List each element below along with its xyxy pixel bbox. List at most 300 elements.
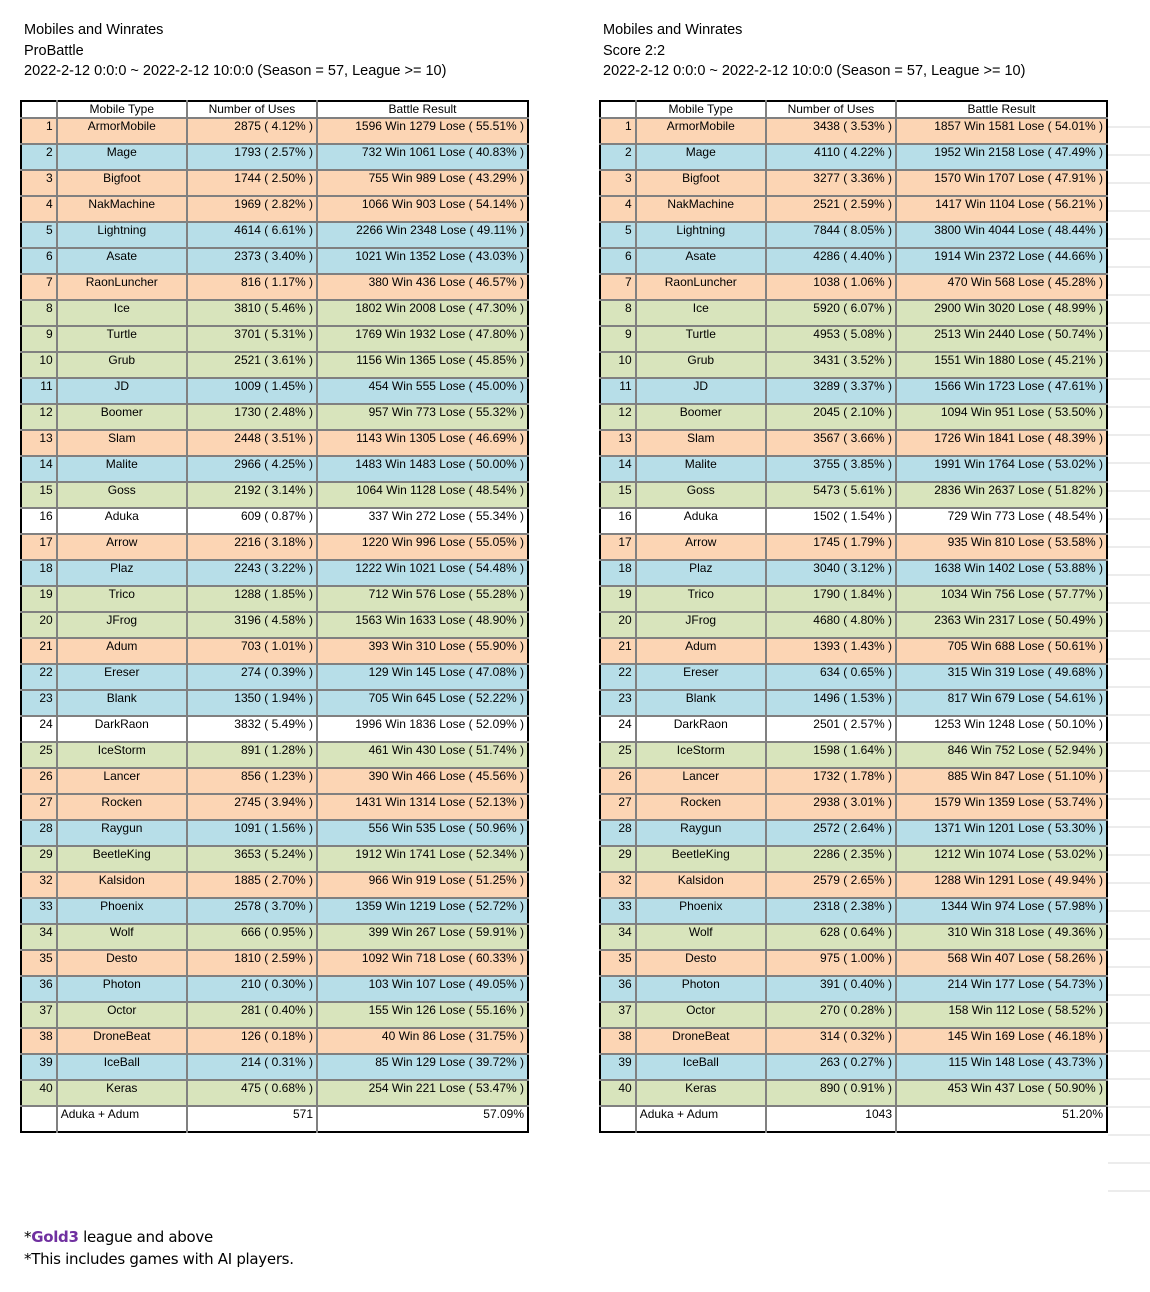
- number-of-uses-cell: 1969 ( 2.82% ): [187, 196, 317, 222]
- battle-result-cell: 2836 Win 2637 Lose ( 51.82% ): [896, 482, 1107, 508]
- mobile-type-cell: Trico: [57, 586, 187, 612]
- mobile-type-cell: DarkRaon: [636, 716, 766, 742]
- battle-result-cell: 103 Win 107 Lose ( 49.05% ): [317, 976, 528, 1002]
- number-of-uses-cell: 1745 ( 1.79% ): [766, 534, 896, 560]
- mobile-type-cell: Arrow: [57, 534, 187, 560]
- battle-result-cell: 461 Win 430 Lose ( 51.74% ): [317, 742, 528, 768]
- number-of-uses-cell: 2373 ( 3.40% ): [187, 248, 317, 274]
- battle-result-cell: 568 Win 407 Lose ( 58.26% ): [896, 950, 1107, 976]
- battle-result-cell: 1726 Win 1841 Lose ( 48.39% ): [896, 430, 1107, 456]
- battle-result-cell: 556 Win 535 Lose ( 50.96% ): [317, 820, 528, 846]
- row-number-cell: 28: [21, 820, 57, 846]
- table-row: [21, 196, 528, 222]
- number-of-uses-cell: 314 ( 0.32% ): [766, 1028, 896, 1054]
- battle-result-cell: 1371 Win 1201 Lose ( 53.30% ): [896, 820, 1107, 846]
- row-number-cell: 21: [21, 638, 57, 664]
- row-number-cell: 35: [21, 950, 57, 976]
- battle-result-cell: 1551 Win 1880 Lose ( 45.21% ): [896, 352, 1107, 378]
- mobile-type-cell: ArmorMobile: [57, 118, 187, 144]
- mobile-type-cell: Boomer: [636, 404, 766, 430]
- table-row: [600, 690, 1107, 716]
- row-number-cell: 24: [21, 716, 57, 742]
- table-row: [600, 196, 1107, 222]
- number-of-uses-cell: 3701 ( 5.31% ): [187, 326, 317, 352]
- battle-result-cell: 214 Win 177 Lose ( 54.73% ): [896, 976, 1107, 1002]
- table-row: [600, 430, 1107, 456]
- number-of-uses-cell: 3567 ( 3.66% ): [766, 430, 896, 456]
- battle-result-cell: 40 Win 86 Lose ( 31.75% ): [317, 1028, 528, 1054]
- table-row: [600, 482, 1107, 508]
- mobile-type-cell: Desto: [636, 950, 766, 976]
- row-number-cell: 12: [600, 404, 636, 430]
- battle-result-cell: 1431 Win 1314 Lose ( 52.13% ): [317, 794, 528, 820]
- battle-result-cell: 129 Win 145 Lose ( 47.08% ): [317, 664, 528, 690]
- spreadsheet-gridlines: [1108, 100, 1150, 1212]
- number-of-uses-cell: 609 ( 0.87% ): [187, 508, 317, 534]
- mobile-type-cell: Rocken: [57, 794, 187, 820]
- score-2-2-winrate-table: [599, 100, 1108, 1133]
- number-of-uses-cell: 2216 ( 3.18% ): [187, 534, 317, 560]
- mobile-type-cell: IceStorm: [636, 742, 766, 768]
- mobile-type-cell: Turtle: [636, 326, 766, 352]
- row-number-cell: 6: [21, 248, 57, 274]
- battle-result-cell: 1996 Win 1836 Lose ( 52.09% ): [317, 716, 528, 742]
- mobile-type-cell: Lancer: [57, 768, 187, 794]
- mobile-type-cell: Aduka + Adum: [636, 1106, 766, 1132]
- battle-result-cell: 1769 Win 1932 Lose ( 47.80% ): [317, 326, 528, 352]
- table-row: [600, 898, 1107, 924]
- table-row: [21, 560, 528, 586]
- mobile-type-cell: Mage: [636, 144, 766, 170]
- league-note-text: league and above: [78, 1228, 213, 1246]
- number-of-uses-cell: 2521 ( 3.61% ): [187, 352, 317, 378]
- table-row: [21, 1054, 528, 1080]
- row-number-cell: 36: [600, 976, 636, 1002]
- mobile-type-cell: DroneBeat: [57, 1028, 187, 1054]
- number-of-uses-cell: 270 ( 0.28% ): [766, 1002, 896, 1028]
- mode-label: Score 2:2: [603, 42, 666, 59]
- mobile-type-cell: Aduka: [57, 508, 187, 534]
- number-of-uses-cell: 4286 ( 4.40% ): [766, 248, 896, 274]
- number-of-uses-cell: 2318 ( 2.38% ): [766, 898, 896, 924]
- mobile-type-cell: Malite: [636, 456, 766, 482]
- gold3-label: Gold3: [31, 1228, 79, 1246]
- table-row: [21, 846, 528, 872]
- row-number-cell: [21, 1106, 57, 1132]
- number-of-uses-cell: 1730 ( 2.48% ): [187, 404, 317, 430]
- battle-result-cell: 1857 Win 1581 Lose ( 54.01% ): [896, 118, 1107, 144]
- table-row: [21, 872, 528, 898]
- mobile-type-cell: Boomer: [57, 404, 187, 430]
- mobile-type-cell: Arrow: [636, 534, 766, 560]
- row-number-cell: 20: [600, 612, 636, 638]
- number-of-uses-cell: 3196 ( 4.58% ): [187, 612, 317, 638]
- ai-note: *This includes games with AI players.: [24, 1250, 294, 1268]
- table-row: [600, 456, 1107, 482]
- row-number-cell: 39: [21, 1054, 57, 1080]
- table-row: [600, 872, 1107, 898]
- row-number-cell: 25: [21, 742, 57, 768]
- mode-label: ProBattle: [24, 42, 84, 59]
- number-of-uses-cell: Number of Uses: [766, 101, 896, 118]
- number-of-uses-cell: 2578 ( 3.70% ): [187, 898, 317, 924]
- table-row: [600, 144, 1107, 170]
- row-number-cell: 14: [21, 456, 57, 482]
- row-number-cell: 40: [600, 1080, 636, 1106]
- row-number-cell: 16: [21, 508, 57, 534]
- battle-result-cell: 453 Win 437 Lose ( 50.90% ): [896, 1080, 1107, 1106]
- number-of-uses-cell: 2521 ( 2.59% ): [766, 196, 896, 222]
- number-of-uses-cell: 7844 ( 8.05% ): [766, 222, 896, 248]
- row-number-cell: 5: [600, 222, 636, 248]
- number-of-uses-cell: 3653 ( 5.24% ): [187, 846, 317, 872]
- table-row: [21, 378, 528, 404]
- mobile-type-cell: Slam: [636, 430, 766, 456]
- summary-row: [21, 1106, 528, 1132]
- battle-result-cell: 393 Win 310 Lose ( 55.90% ): [317, 638, 528, 664]
- mobile-type-cell: Bigfoot: [57, 170, 187, 196]
- table-row: [21, 456, 528, 482]
- number-of-uses-cell: 1790 ( 1.84% ): [766, 586, 896, 612]
- battle-result-cell: 1359 Win 1219 Lose ( 52.72% ): [317, 898, 528, 924]
- battle-result-cell: 1912 Win 1741 Lose ( 52.34% ): [317, 846, 528, 872]
- row-number-cell: 9: [600, 326, 636, 352]
- number-of-uses-cell: 1288 ( 1.85% ): [187, 586, 317, 612]
- number-of-uses-cell: 1598 ( 1.64% ): [766, 742, 896, 768]
- mobile-type-cell: Mobile Type: [636, 101, 766, 118]
- number-of-uses-cell: 3431 ( 3.52% ): [766, 352, 896, 378]
- number-of-uses-cell: 2501 ( 2.57% ): [766, 716, 896, 742]
- row-number-cell: 15: [600, 482, 636, 508]
- number-of-uses-cell: 3755 ( 3.85% ): [766, 456, 896, 482]
- table-header-row: [600, 101, 1107, 118]
- mobile-type-cell: IceBall: [636, 1054, 766, 1080]
- footnotes: [24, 1226, 294, 1270]
- table-row: [600, 742, 1107, 768]
- row-number-cell: 7: [21, 274, 57, 300]
- row-number-cell: 24: [600, 716, 636, 742]
- table-row: [21, 118, 528, 144]
- number-of-uses-cell: 4614 ( 6.61% ): [187, 222, 317, 248]
- number-of-uses-cell: 391 ( 0.40% ): [766, 976, 896, 1002]
- number-of-uses-cell: 1043: [766, 1106, 896, 1132]
- row-number-cell: 37: [600, 1002, 636, 1028]
- mobile-type-cell: IceBall: [57, 1054, 187, 1080]
- battle-result-cell: 966 Win 919 Lose ( 51.25% ): [317, 872, 528, 898]
- table-row: [21, 300, 528, 326]
- table-row: [600, 1002, 1107, 1028]
- number-of-uses-cell: Number of Uses: [187, 101, 317, 118]
- mobile-type-cell: Aduka: [636, 508, 766, 534]
- mobile-type-cell: DroneBeat: [636, 1028, 766, 1054]
- table-row: [21, 404, 528, 430]
- number-of-uses-cell: 3040 ( 3.12% ): [766, 560, 896, 586]
- table-row: [600, 950, 1107, 976]
- battle-result-cell: 885 Win 847 Lose ( 51.10% ): [896, 768, 1107, 794]
- number-of-uses-cell: 816 ( 1.17% ): [187, 274, 317, 300]
- mobile-type-cell: Asate: [57, 248, 187, 274]
- mobile-type-cell: Plaz: [636, 560, 766, 586]
- number-of-uses-cell: 703 ( 1.01% ): [187, 638, 317, 664]
- mobile-type-cell: Wolf: [636, 924, 766, 950]
- battle-result-cell: 337 Win 272 Lose ( 55.34% ): [317, 508, 528, 534]
- table-row: [600, 326, 1107, 352]
- mobile-type-cell: Photon: [57, 976, 187, 1002]
- mobile-type-cell: Goss: [636, 482, 766, 508]
- battle-result-cell: 705 Win 688 Lose ( 50.61% ): [896, 638, 1107, 664]
- battle-result-cell: 1066 Win 903 Lose ( 54.14% ): [317, 196, 528, 222]
- table-row: [21, 248, 528, 274]
- number-of-uses-cell: 1502 ( 1.54% ): [766, 508, 896, 534]
- number-of-uses-cell: 3277 ( 3.36% ): [766, 170, 896, 196]
- battle-result-cell: 1952 Win 2158 Lose ( 47.49% ): [896, 144, 1107, 170]
- mobile-type-cell: Keras: [636, 1080, 766, 1106]
- mobile-type-cell: Kalsidon: [636, 872, 766, 898]
- battle-result-cell: 1288 Win 1291 Lose ( 49.94% ): [896, 872, 1107, 898]
- number-of-uses-cell: 3810 ( 5.46% ): [187, 300, 317, 326]
- battle-result-cell: 1212 Win 1074 Lose ( 53.02% ): [896, 846, 1107, 872]
- table-row: [21, 898, 528, 924]
- mobile-type-cell: Rocken: [636, 794, 766, 820]
- row-number-cell: 26: [600, 768, 636, 794]
- table-row: [21, 820, 528, 846]
- mobile-type-cell: JD: [636, 378, 766, 404]
- battle-result-cell: 1143 Win 1305 Lose ( 46.69% ): [317, 430, 528, 456]
- number-of-uses-cell: 1793 ( 2.57% ): [187, 144, 317, 170]
- number-of-uses-cell: 1732 ( 1.78% ): [766, 768, 896, 794]
- report-title: Mobiles and Winrates: [24, 22, 164, 38]
- mobile-type-cell: Adum: [636, 638, 766, 664]
- table-row: [600, 508, 1107, 534]
- battle-result-cell: 454 Win 555 Lose ( 45.00% ): [317, 378, 528, 404]
- battle-result-cell: Battle Result: [317, 101, 528, 118]
- table-row: [21, 144, 528, 170]
- battle-result-cell: 1638 Win 1402 Lose ( 53.88% ): [896, 560, 1107, 586]
- table-row: [21, 586, 528, 612]
- table-row: [21, 794, 528, 820]
- mobile-type-cell: Slam: [57, 430, 187, 456]
- table-row: [600, 118, 1107, 144]
- table-row: [21, 326, 528, 352]
- mobile-type-cell: Octor: [636, 1002, 766, 1028]
- row-number-cell: 38: [600, 1028, 636, 1054]
- row-number-cell: 38: [21, 1028, 57, 1054]
- table-row: [21, 222, 528, 248]
- table-row: [21, 664, 528, 690]
- mobile-type-cell: Lancer: [636, 768, 766, 794]
- number-of-uses-cell: 1885 ( 2.70% ): [187, 872, 317, 898]
- table-row: [600, 378, 1107, 404]
- number-of-uses-cell: 4110 ( 4.22% ): [766, 144, 896, 170]
- report-title: Mobiles and Winrates: [603, 22, 743, 38]
- mobile-type-cell: Mobile Type: [57, 101, 187, 118]
- number-of-uses-cell: 1744 ( 2.50% ): [187, 170, 317, 196]
- battle-result-cell: 1222 Win 1021 Lose ( 54.48% ): [317, 560, 528, 586]
- mobile-type-cell: Keras: [57, 1080, 187, 1106]
- mobile-type-cell: RaonLuncher: [57, 274, 187, 300]
- row-number-cell: 8: [600, 300, 636, 326]
- number-of-uses-cell: 2745 ( 3.94% ): [187, 794, 317, 820]
- number-of-uses-cell: 3289 ( 3.37% ): [766, 378, 896, 404]
- mobile-type-cell: Adum: [57, 638, 187, 664]
- number-of-uses-cell: 3832 ( 5.49% ): [187, 716, 317, 742]
- battle-result-cell: 57.09%: [317, 1106, 528, 1132]
- battle-result-cell: 705 Win 645 Lose ( 52.22% ): [317, 690, 528, 716]
- mobile-type-cell: BeetleKing: [57, 846, 187, 872]
- table-row: [600, 846, 1107, 872]
- table-row: [21, 690, 528, 716]
- mobile-type-cell: Turtle: [57, 326, 187, 352]
- row-number-cell: 29: [21, 846, 57, 872]
- battle-result-cell: 115 Win 148 Lose ( 43.73% ): [896, 1054, 1107, 1080]
- battle-result-cell: 1914 Win 2372 Lose ( 44.66% ): [896, 248, 1107, 274]
- battle-result-cell: 155 Win 126 Lose ( 55.16% ): [317, 1002, 528, 1028]
- row-number-cell: 22: [21, 664, 57, 690]
- number-of-uses-cell: 4680 ( 4.80% ): [766, 612, 896, 638]
- battle-result-cell: 3800 Win 4044 Lose ( 48.44% ): [896, 222, 1107, 248]
- row-number-cell: 15: [21, 482, 57, 508]
- mobile-type-cell: Ice: [636, 300, 766, 326]
- table-row: [600, 924, 1107, 950]
- number-of-uses-cell: 634 ( 0.65% ): [766, 664, 896, 690]
- mobile-type-cell: Mage: [57, 144, 187, 170]
- number-of-uses-cell: 856 ( 1.23% ): [187, 768, 317, 794]
- row-number-cell: 26: [21, 768, 57, 794]
- table-header-row: [21, 101, 528, 118]
- mobile-type-cell: JFrog: [636, 612, 766, 638]
- table-row: [21, 742, 528, 768]
- row-number-cell: 3: [21, 170, 57, 196]
- row-number-cell: 13: [21, 430, 57, 456]
- row-number-cell: 33: [21, 898, 57, 924]
- battle-result-cell: 158 Win 112 Lose ( 58.52% ): [896, 1002, 1107, 1028]
- battle-result-cell: 1156 Win 1365 Lose ( 45.85% ): [317, 352, 528, 378]
- right-table-header: [603, 20, 1025, 82]
- battle-result-cell: 2363 Win 2317 Lose ( 50.49% ): [896, 612, 1107, 638]
- row-number-cell: 9: [21, 326, 57, 352]
- row-number-cell: 35: [600, 950, 636, 976]
- table-row: [600, 274, 1107, 300]
- row-number-cell: 2: [21, 144, 57, 170]
- battle-result-cell: 310 Win 318 Lose ( 49.36% ): [896, 924, 1107, 950]
- row-number-cell: 13: [600, 430, 636, 456]
- number-of-uses-cell: 628 ( 0.64% ): [766, 924, 896, 950]
- row-number-cell: 18: [21, 560, 57, 586]
- row-number-cell: 23: [21, 690, 57, 716]
- battle-result-cell: 1220 Win 996 Lose ( 55.05% ): [317, 534, 528, 560]
- number-of-uses-cell: 1009 ( 1.45% ): [187, 378, 317, 404]
- table-row: [21, 534, 528, 560]
- table-row: [600, 1028, 1107, 1054]
- battle-result-cell: 1991 Win 1764 Lose ( 53.02% ): [896, 456, 1107, 482]
- battle-result-cell: 2266 Win 2348 Lose ( 49.11% ): [317, 222, 528, 248]
- row-number-cell: 17: [21, 534, 57, 560]
- table-row: [21, 1028, 528, 1054]
- battle-result-cell: 1092 Win 718 Lose ( 60.33% ): [317, 950, 528, 976]
- battle-result-cell: 1253 Win 1248 Lose ( 50.10% ): [896, 716, 1107, 742]
- table-row: [600, 612, 1107, 638]
- row-number-cell: 37: [21, 1002, 57, 1028]
- row-number-cell: 32: [21, 872, 57, 898]
- battle-result-cell: Battle Result: [896, 101, 1107, 118]
- table-row: [600, 586, 1107, 612]
- mobile-type-cell: Lightning: [636, 222, 766, 248]
- battle-result-cell: 1802 Win 2008 Lose ( 47.30% ): [317, 300, 528, 326]
- mobile-type-cell: Octor: [57, 1002, 187, 1028]
- row-number-cell: 4: [600, 196, 636, 222]
- mobile-type-cell: Bigfoot: [636, 170, 766, 196]
- row-number-cell: 5: [21, 222, 57, 248]
- mobile-type-cell: RaonLuncher: [636, 274, 766, 300]
- battle-result-cell: 85 Win 129 Lose ( 39.72% ): [317, 1054, 528, 1080]
- battle-result-cell: 145 Win 169 Lose ( 46.18% ): [896, 1028, 1107, 1054]
- row-number-cell: 11: [600, 378, 636, 404]
- table-row: [21, 482, 528, 508]
- table-row: [600, 1080, 1107, 1106]
- row-number-cell: 10: [600, 352, 636, 378]
- battle-result-cell: 1596 Win 1279 Lose ( 55.51% ): [317, 118, 528, 144]
- row-number-cell: 16: [600, 508, 636, 534]
- row-number-cell: 6: [600, 248, 636, 274]
- league-note: [24, 1226, 294, 1248]
- battle-result-cell: 2513 Win 2440 Lose ( 50.74% ): [896, 326, 1107, 352]
- row-number-cell: 3: [600, 170, 636, 196]
- battle-result-cell: 846 Win 752 Lose ( 52.94% ): [896, 742, 1107, 768]
- table-row: [600, 404, 1107, 430]
- battle-result-cell: 1034 Win 756 Lose ( 57.77% ): [896, 586, 1107, 612]
- battle-result-cell: 51.20%: [896, 1106, 1107, 1132]
- number-of-uses-cell: 3438 ( 3.53% ): [766, 118, 896, 144]
- number-of-uses-cell: 1038 ( 1.06% ): [766, 274, 896, 300]
- row-number-cell: 32: [600, 872, 636, 898]
- battle-result-cell: 399 Win 267 Lose ( 59.91% ): [317, 924, 528, 950]
- asterisk: *: [24, 1228, 32, 1246]
- number-of-uses-cell: 2966 ( 4.25% ): [187, 456, 317, 482]
- row-number-cell: 21: [600, 638, 636, 664]
- row-number-cell: 29: [600, 846, 636, 872]
- row-number-cell: 34: [21, 924, 57, 950]
- mobile-type-cell: Plaz: [57, 560, 187, 586]
- battle-result-cell: 1570 Win 1707 Lose ( 47.91% ): [896, 170, 1107, 196]
- row-number-cell: 33: [600, 898, 636, 924]
- battle-result-cell: 1064 Win 1128 Lose ( 48.54% ): [317, 482, 528, 508]
- row-number-cell: 34: [600, 924, 636, 950]
- mobile-type-cell: Photon: [636, 976, 766, 1002]
- table-row: [21, 1080, 528, 1106]
- date-range: 2022-2-12 0:0:0 ~ 2022-2-12 10:0:0 (Season = 57, League >= 10): [603, 63, 1026, 79]
- row-number-cell: 8: [21, 300, 57, 326]
- number-of-uses-cell: 2572 ( 2.64% ): [766, 820, 896, 846]
- mobile-type-cell: Trico: [636, 586, 766, 612]
- mobile-type-cell: Ereser: [57, 664, 187, 690]
- mobile-type-cell: BeetleKing: [636, 846, 766, 872]
- table-row: [600, 976, 1107, 1002]
- table-row: [600, 716, 1107, 742]
- table-row: [600, 664, 1107, 690]
- battle-result-cell: 755 Win 989 Lose ( 43.29% ): [317, 170, 528, 196]
- mobile-type-cell: Ice: [57, 300, 187, 326]
- number-of-uses-cell: 2045 ( 2.10% ): [766, 404, 896, 430]
- battle-result-cell: 2900 Win 3020 Lose ( 48.99% ): [896, 300, 1107, 326]
- row-number-cell: 18: [600, 560, 636, 586]
- table-row: [600, 300, 1107, 326]
- table-row: [21, 950, 528, 976]
- table-row: [600, 1054, 1107, 1080]
- table-row: [21, 612, 528, 638]
- table-row: [600, 820, 1107, 846]
- battle-result-cell: 1021 Win 1352 Lose ( 43.03% ): [317, 248, 528, 274]
- number-of-uses-cell: 2579 ( 2.65% ): [766, 872, 896, 898]
